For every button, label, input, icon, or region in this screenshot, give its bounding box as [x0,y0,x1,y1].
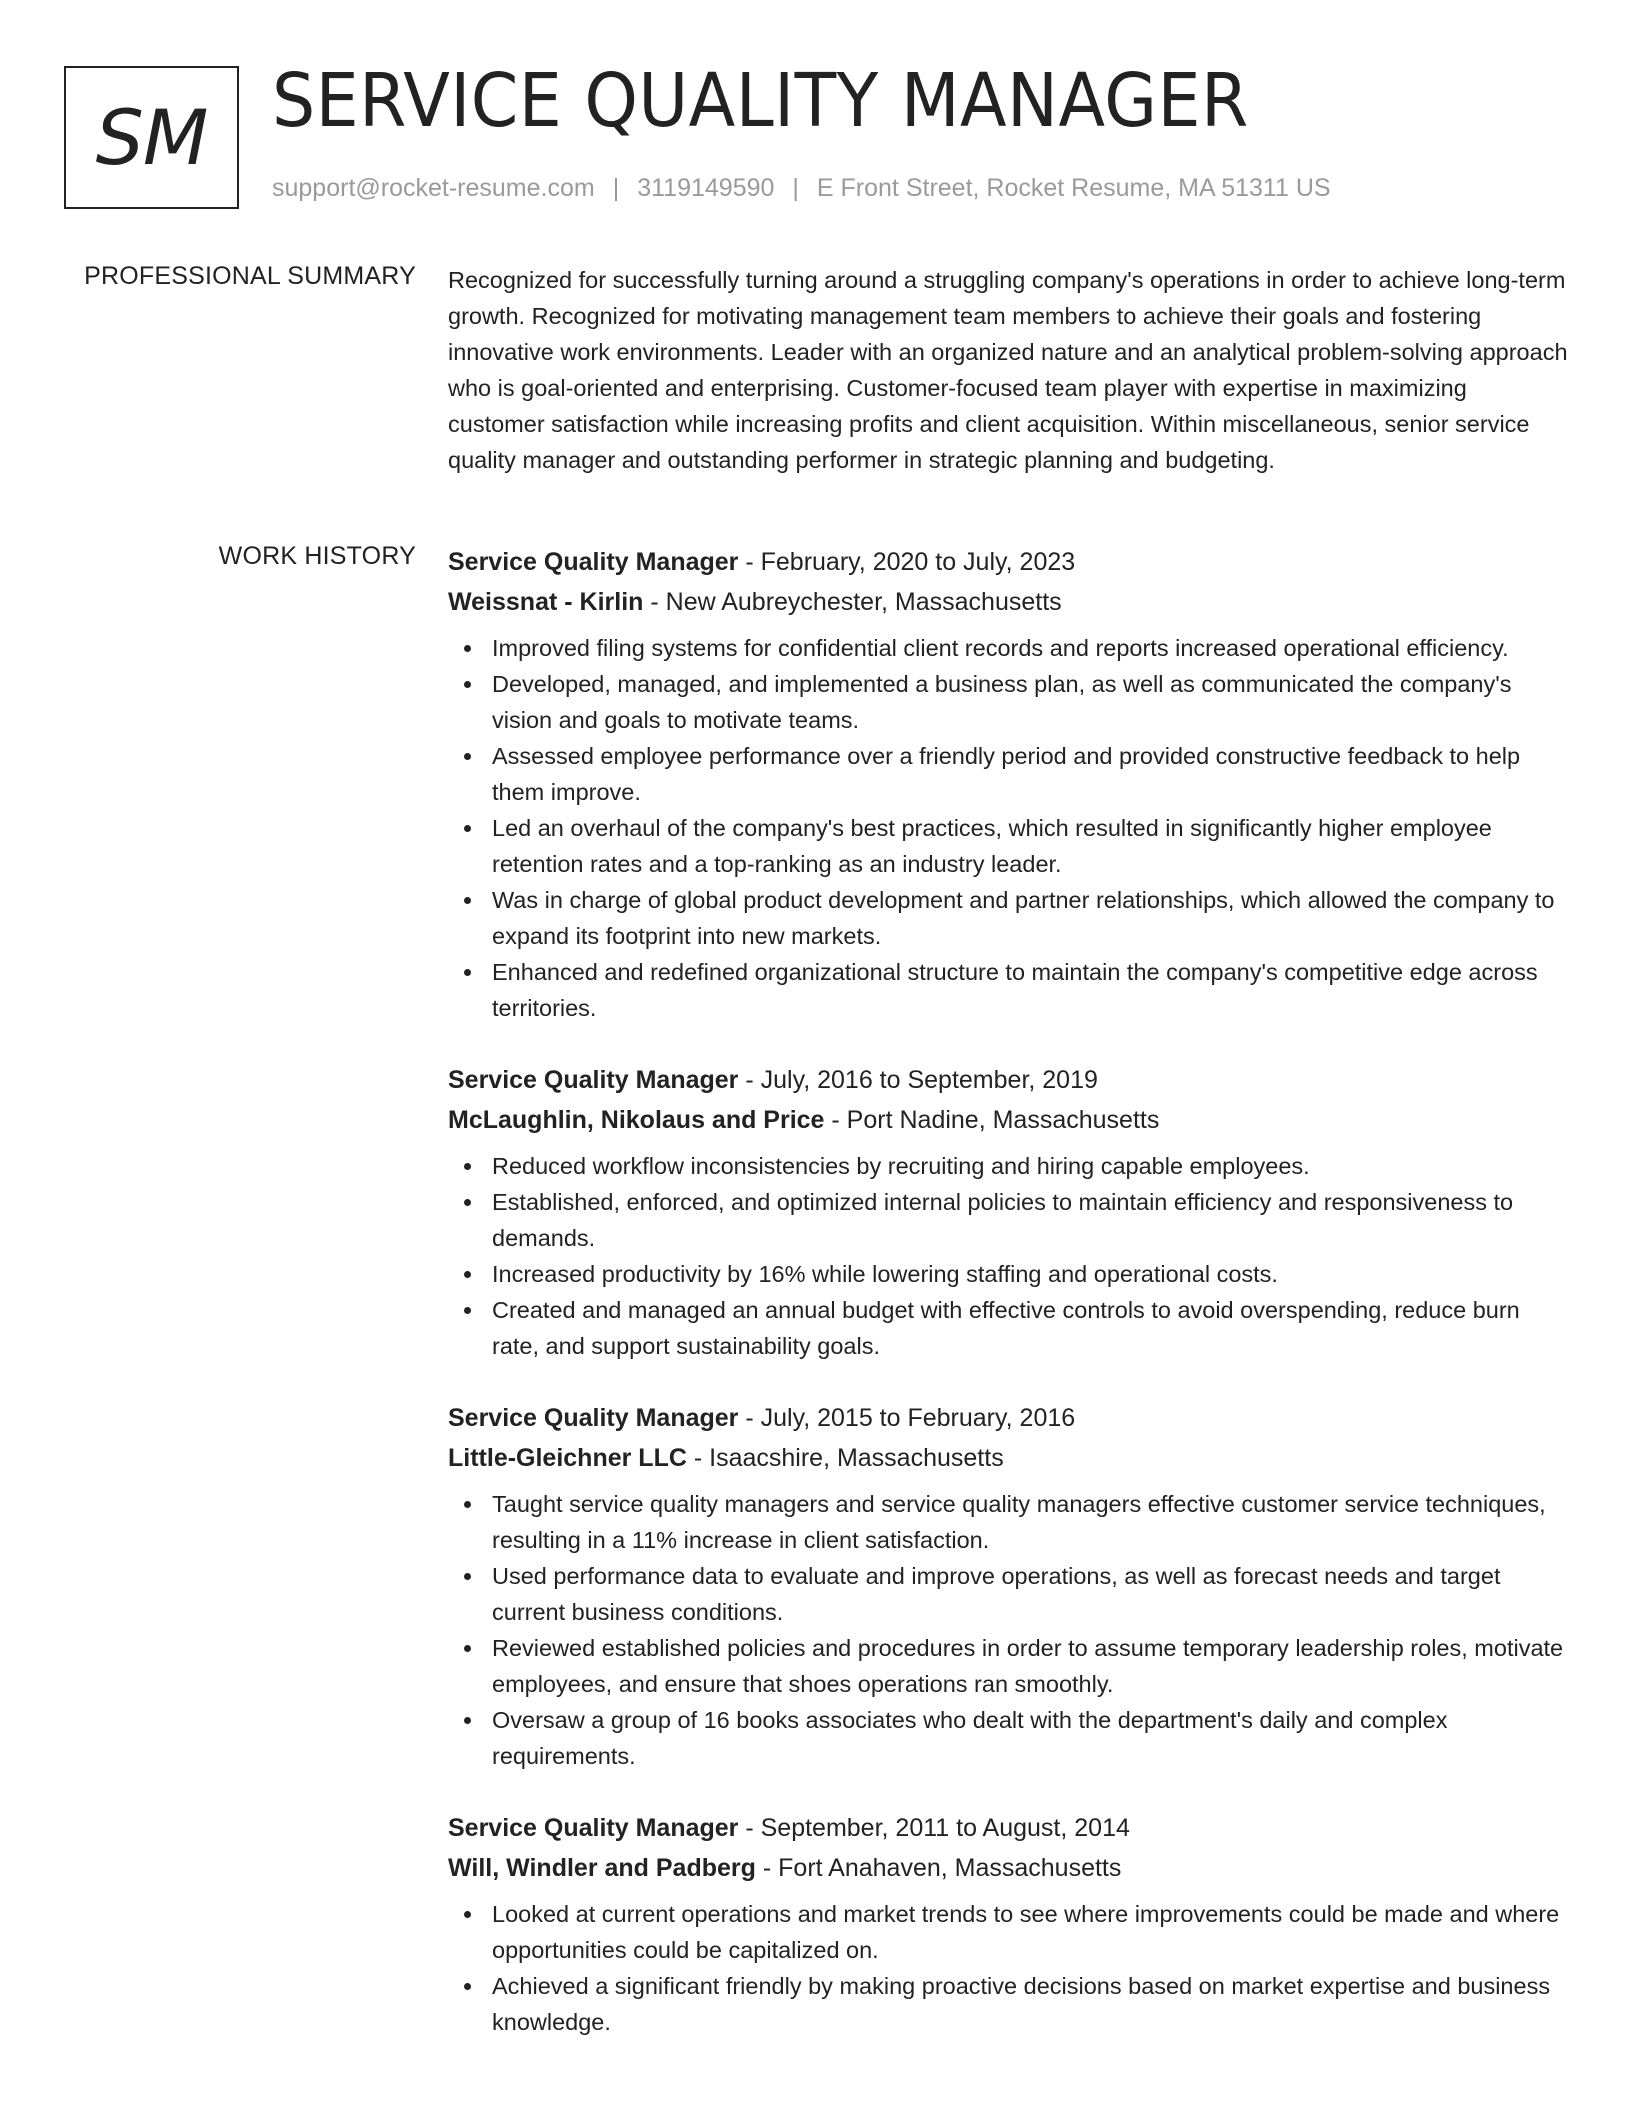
summary-text: Recognized for successfully turning around a struggling company's operations in order to achieve long-term growth. Recognized for motivating management team members to achieve their goals and fostering innovative work environments. Leader with an organized nature and an analytical problem-solving approach who is goal-oriented and enterprising. Customer-focused team player with expertise in maximizing customer satisfaction while increasing profits and client acquisition. Within miscellaneous, senior service quality manager and outstanding performer in strategic planning and budgeting. [448,267,1568,473]
job-bullet: Established, enforced, and optimized internal policies to maintain efficiency and responsiveness to demands. [448,1184,1568,1256]
monogram-initials: SM [95,93,208,182]
job-location: - New Aubreychester, Massachusetts [643,588,1062,616]
contact-address: E Front Street, Rocket Resume, MA 51311 US [816,174,1331,202]
job-bullet: Reviewed established policies and procedures in order to assume temporary leadership roles, motivate employees, and ensure that shoes operations ran smoothly. [448,1630,1568,1702]
job-bullet: Created and managed an annual budget with effective controls to avoid overspending, reduce burn rate, and support sustainability goals. [448,1292,1568,1364]
contact-separator: | [612,174,620,202]
job-bullet: Led an overhaul of the company's best practices, which resulted in significantly higher employee retention rates and a top-ranking as an industry leader. [448,810,1568,882]
job-dates: - July, 2015 to February, 2016 [738,1404,1076,1432]
job-title-line [448,1808,1568,1848]
contact-separator: | [792,174,799,202]
page-title: SERVICE QUALITY MANAGER [272,58,1249,144]
job-bullet: Increased productivity by 16% while lowering staffing and operational costs. [448,1256,1568,1292]
section-heading: PROFESSIONAL SUMMARY [84,262,416,290]
job-bullet: Developed, managed, and implemented a business plan, as well as communicated the company's vision and goals to motivate teams. [448,666,1568,738]
work-history-list [448,542,1568,2074]
job-company: McLaughlin, Nikolaus and Price [448,1106,825,1134]
job-bullet-list [448,630,1568,1026]
job-dates: - September, 2011 to August, 2014 [738,1814,1130,1842]
job-title: Service Quality Manager [448,548,739,576]
job-bullet: Was in charge of global product development and partner relationships, which allowed the company to expand its footprint into new markets. [448,882,1568,954]
job-bullet-list [448,1896,1568,2040]
job-title-line [448,542,1568,582]
job-title: Service Quality Manager [448,1066,739,1094]
job-entry [448,1398,1568,1774]
job-location: - Fort Anahaven, Massachusetts [755,1854,1122,1882]
job-location: - Isaacshire, Massachusetts [686,1444,1004,1472]
job-bullet: Improved filing systems for confidential client records and reports increased operational efficiency. [448,630,1568,666]
summary-body [448,262,1568,478]
job-company-line [448,1848,1568,1888]
job-bullet-list [448,1486,1568,1774]
job-title: Service Quality Manager [448,1404,739,1432]
job-dates: - July, 2016 to September, 2019 [738,1066,1098,1094]
job-title-line [448,1398,1568,1438]
contact-line [272,174,1331,203]
job-bullet-list [448,1148,1568,1364]
job-company: Will, Windler and Padberg [448,1854,756,1882]
job-company: Little-Gleichner LLC [448,1444,687,1472]
job-entry [448,542,1568,1026]
job-bullet: Taught service quality managers and service quality managers effective customer service techniques, resulting in a 11% increase in client satisfaction. [448,1486,1568,1558]
job-entry [448,1808,1568,2040]
job-company-line [448,582,1568,622]
job-company: Weissnat - Kirlin [448,588,644,616]
job-bullet: Used performance data to evaluate and improve operations, as well as forecast needs and target current business conditions. [448,1558,1568,1630]
job-bullet: Enhanced and redefined organizational structure to maintain the company's competitive edge across territories. [448,954,1568,1026]
job-title-line [448,1060,1568,1100]
job-title: Service Quality Manager [448,1814,739,1842]
contact-phone[interactable]: 3119149590 [637,174,775,202]
job-location: - Port Nadine, Massachusetts [824,1106,1160,1134]
job-company-line [448,1438,1568,1478]
job-bullet: Achieved a significant friendly by making proactive decisions based on market expertise and business knowledge. [448,1968,1568,2040]
section-heading: WORK HISTORY [218,542,416,570]
monogram-box [64,66,239,209]
job-bullet: Looked at current operations and market trends to see where improvements could be made and where opportunities could be capitalized on. [448,1896,1568,1968]
job-bullet: Oversaw a group of 16 books associates who dealt with the department's daily and complex requirements. [448,1702,1568,1774]
job-bullet: Assessed employee performance over a friendly period and provided constructive feedback to help them improve. [448,738,1568,810]
job-bullet: Reduced workflow inconsistencies by recruiting and hiring capable employees. [448,1148,1568,1184]
job-company-line [448,1100,1568,1140]
job-entry [448,1060,1568,1364]
contact-email[interactable]: support@rocket-resume.com [272,174,595,202]
resume-header [64,58,1564,210]
job-dates: - February, 2020 to July, 2023 [738,548,1076,576]
